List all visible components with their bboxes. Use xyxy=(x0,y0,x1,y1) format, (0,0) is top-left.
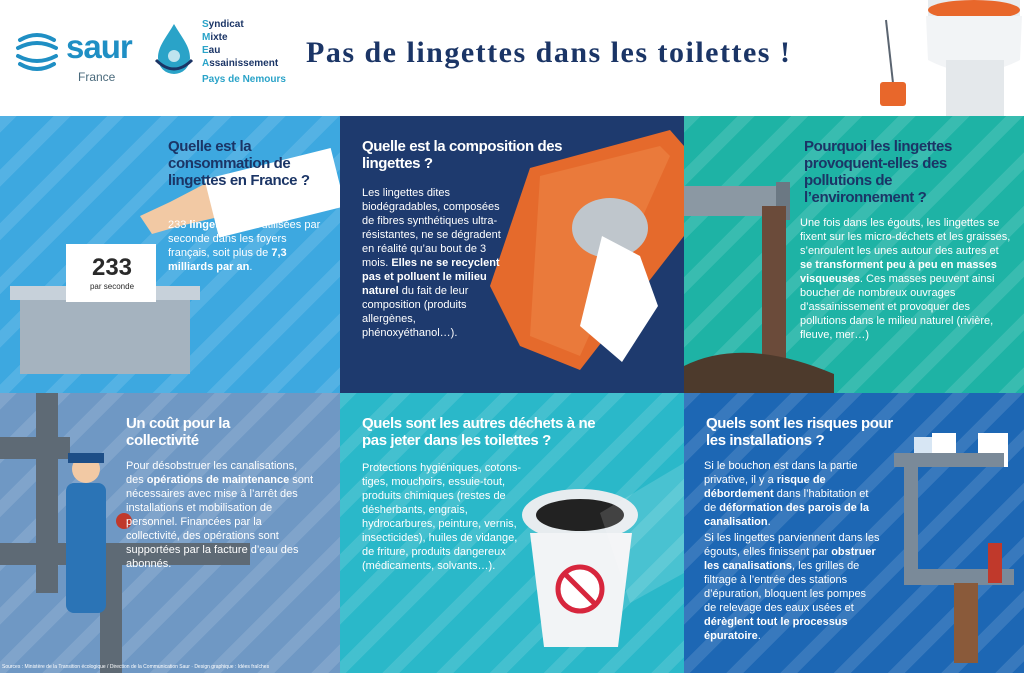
panel-pollutions-text: Une fois dans les égouts, les lingettes se fixent sur les micro-déchets et les graisses, s’enroulent les unes autour des autres et se transforment peu à peu en masses visqueuses. Ces masses peuvent ainsi boucher de nombreux ouvrages d’assainissement et provoquer des pollutions dans le milieu naturel (rivière, fleuve, mer…) xyxy=(800,217,1011,341)
panel-pollutions xyxy=(684,116,1024,393)
water-drop-icon xyxy=(152,20,196,82)
page-title: Pas de lingettes dans les toilettes ! xyxy=(306,36,792,69)
panel-consommation xyxy=(0,116,340,393)
panel-risques xyxy=(684,393,1024,673)
counter-caption: par seconde xyxy=(89,282,135,291)
counter-number: 233 xyxy=(91,254,133,281)
panel-risques-title: Quels sont les risques pour les installations ? xyxy=(706,415,893,449)
footer-credits: Sources : Ministère de la Transition écologique / Direction de la Communication Saur · Design graphique : Idées fraîches xyxy=(2,664,270,670)
panel-autres-title: Quels sont les autres déchets à ne pas jeter dans les toilettes ? xyxy=(362,415,596,449)
panel-composition-title: Quelle est la composition des lingettes ? xyxy=(362,138,563,172)
saur-name: saur xyxy=(66,28,132,65)
panel-composition xyxy=(340,116,684,393)
panel-autres-text: Protections hygiéniques, cotons-tiges, mouchoirs, essuie-tout, produits chimiques (restes de désherbants, engrais, hydrocarbures, peinture, vernis, insecticides), huiles de vidange, de friture, produits dangereux (médicaments, solvants…). xyxy=(362,462,521,572)
panel-autres xyxy=(340,393,684,673)
panel-composition-text: Les lingettes dites biodégradables, composées de fibres synthétiques ultra-résistantes, ne se dégradent en réalité qu’au bout de 3 mois. Elles ne se recyclent pas et polluent le milieu naturel du fait de leur composition (produits allergènes, phénoxyéthanol…). xyxy=(362,187,501,339)
saur-waves-icon xyxy=(14,30,60,74)
smea-logo xyxy=(152,18,292,88)
header xyxy=(0,0,1024,116)
panel-pollutions-title: Pourquoi les lingettes provoquent-elles des pollutions de l’environnement ? xyxy=(804,138,952,206)
smea-name: Syndicat Mixte Eau Assainissement xyxy=(202,19,279,69)
panel-risques-text-public: Si les lingettes parviennent dans les égouts, elles finissent par obstruer les canalisations, les grilles de filtrage à l’entrée des stations d’épuration, bloquent les pompes de relevage des eaux usées et dérèglent tout le processus épuratoire. xyxy=(704,532,880,642)
panel-cout-title: Un coût pour la collectivité xyxy=(126,415,230,449)
saur-country: France xyxy=(78,70,116,84)
smea-subtitle: Pays de Nemours xyxy=(202,74,286,85)
panel-cout xyxy=(0,393,340,673)
panel-cout-text: Pour désobstruer les canalisations, des opérations de maintenance sont nécessaires avec mise à l’arrêt des installations et mobilisation de personnel. Financées par la collectivité, des opérations sont supportées par la facture d’eau des abonnés. xyxy=(126,460,314,570)
panel-consommation-title: Quelle est la consommation de lingettes en France ? xyxy=(168,138,310,189)
panel-risques-text-private: Si le bouchon est dans la partie privative, il y a risque de débordement dans l’habitation et de déformation des parois de la canalisation. xyxy=(704,460,870,528)
saur-logo xyxy=(14,26,144,86)
panel-consommation-text: 233 lingettes sont utilisées par seconde dans les foyers français, soit plus de 7,3 milliards par an. xyxy=(168,219,321,273)
toilet-illustration-icon xyxy=(870,0,1024,116)
